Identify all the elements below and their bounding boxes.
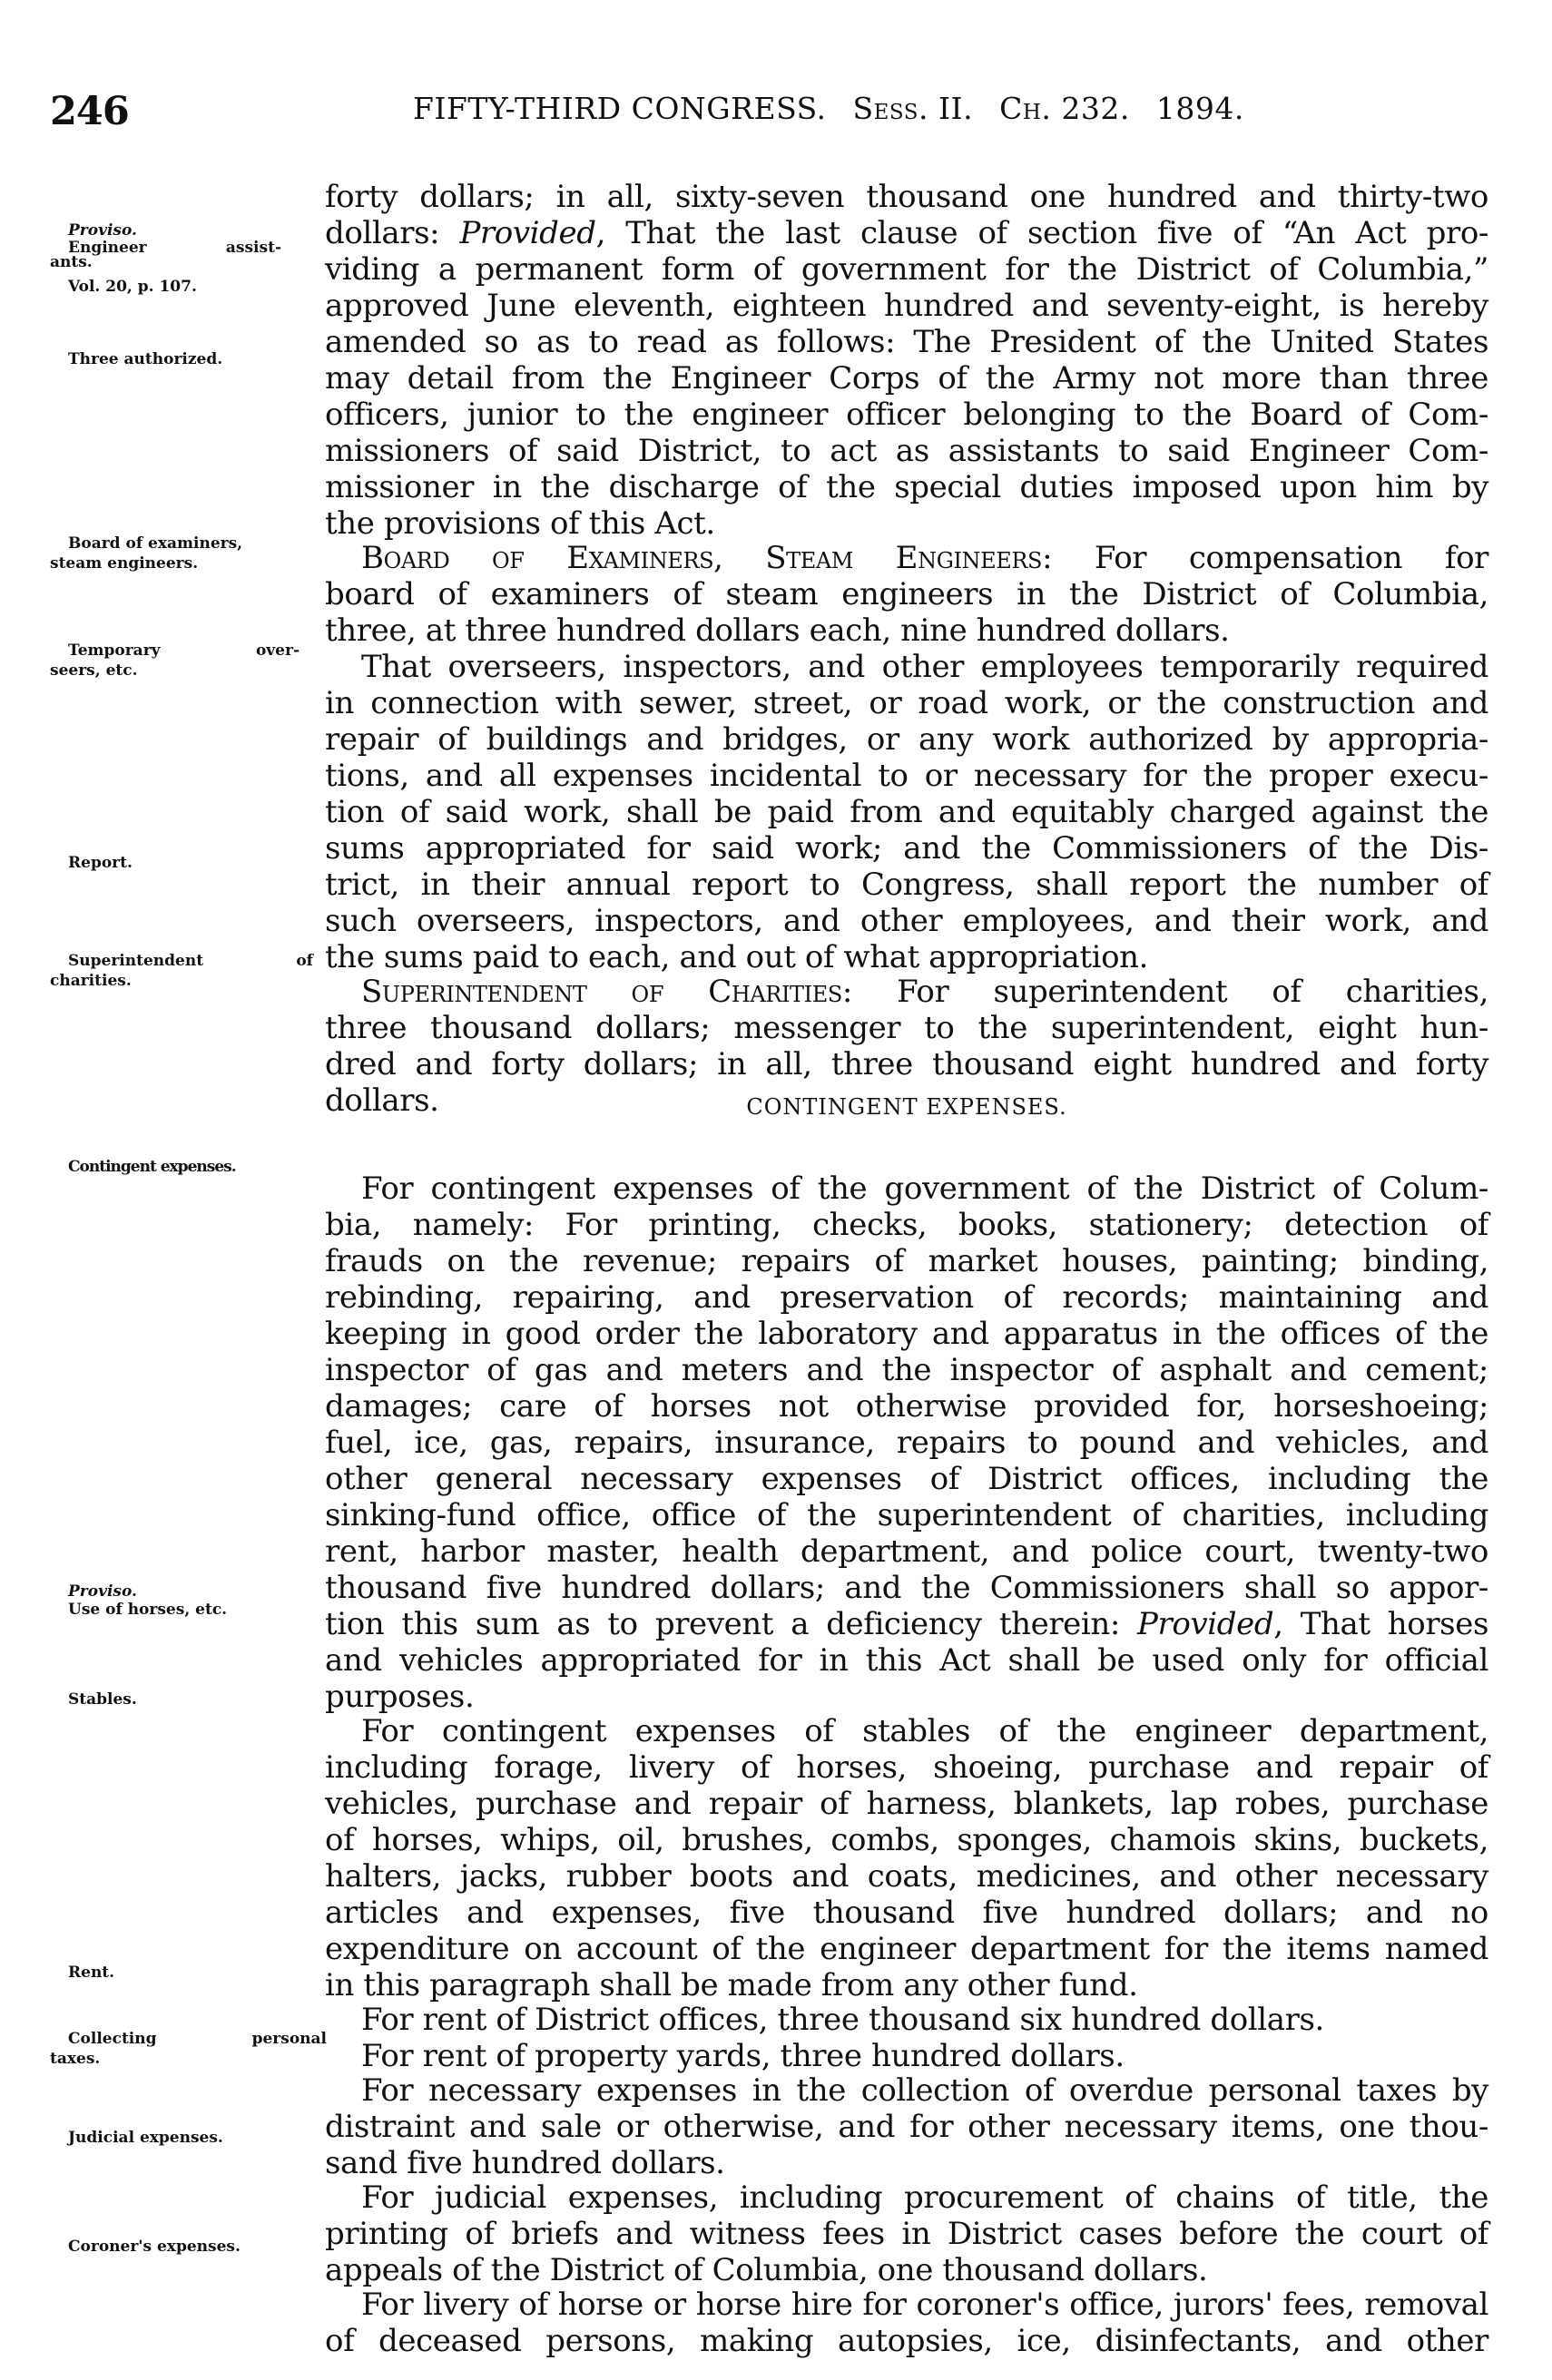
body-line: approved June eleventh, eighteen hundred and seventy-eight, is hereby xyxy=(325,288,1488,324)
body-line: expenditure on account of the engineer department for the items named xyxy=(325,1931,1488,1967)
margin-note-line: Stables. xyxy=(68,1690,137,1709)
italic-term: Provided xyxy=(1137,1606,1274,1642)
body-line: printing of briefs and witness fees in District cases before the court of xyxy=(325,2216,1488,2252)
body-line: purposes. xyxy=(325,1679,475,1715)
body-line: Superintendent of Charities: For superintendent of charities, xyxy=(361,974,1488,1010)
body-line: halters, jacks, rubber boots and coats, medicines, and other necessary xyxy=(325,1858,1488,1895)
year-label: 1894. xyxy=(1155,91,1244,126)
body-line: including forage, livery of horses, shoeing, purchase and repair of xyxy=(325,1749,1488,1786)
margin-note-proviso-2 xyxy=(50,1582,313,1601)
body-line: viding a permanent form of government for the District of Columbia,” xyxy=(325,251,1488,288)
body-line: keeping in good order the laboratory and apparatus in the offices of the xyxy=(325,1316,1488,1352)
body-line: three, at three hundred dollars each, nine hundred dollars. xyxy=(325,612,1230,649)
margin-note-line: taxes. xyxy=(50,2050,101,2068)
margin-note-line: ants. xyxy=(50,253,93,271)
margin-note-coroners-expenses xyxy=(50,2237,313,2257)
margin-note-line: Three authorized. xyxy=(68,350,223,368)
body-line: For livery of horse or horse hire for coroner's office, jurors' fees, removal xyxy=(361,2287,1488,2323)
running-head xyxy=(413,91,1261,126)
body-line: and vehicles appropriated for in this Act shall be used only for official xyxy=(325,1642,1488,1679)
body-line: repair of buildings and bridges, or any work authorized by appropria- xyxy=(325,721,1488,758)
body-line: board of examiners of steam engineers in the District of Columbia, xyxy=(325,576,1488,612)
margin-note-vol-ref xyxy=(50,277,313,297)
body-line: of deceased persons, making autopsies, ice, disinfectants, and other xyxy=(325,2323,1488,2359)
body-line: thousand five hundred dollars; and the Commissioners shall so appor- xyxy=(325,1570,1488,1606)
margin-note-board-examiners xyxy=(50,534,313,573)
margin-note-line: seers, etc. xyxy=(50,661,138,680)
body-line: other general necessary expenses of District offices, including the xyxy=(325,1461,1488,1497)
body-line: dollars: Provided, That the last clause of section five of “An Act pro- xyxy=(325,215,1488,251)
margin-note-superintendent-charities xyxy=(50,951,313,991)
margin-note-line: Proviso. xyxy=(68,1582,137,1601)
body-line: tions, and all expenses incidental to or necessary for the proper execu- xyxy=(325,758,1488,794)
section-caption: Board of Examiners, Steam Engineers xyxy=(361,540,1043,576)
margin-note-line: Temporary over- xyxy=(68,642,300,660)
margin-note-collecting-taxes xyxy=(50,2029,327,2069)
margin-note-judicial-expenses xyxy=(50,2128,313,2148)
margin-note-rent xyxy=(50,1963,313,1983)
margin-note-three-authorized xyxy=(50,349,313,369)
margin-note-line: Contingent expenses. xyxy=(68,1158,236,1176)
body-line: tion of said work, shall be paid from and equitably charged against the xyxy=(325,794,1488,830)
body-line: of horses, whips, oil, brushes, combs, sponges, chamois skins, buckets, xyxy=(325,1822,1488,1858)
body-line: the sums paid to each, and out of what appropriation. xyxy=(325,939,1149,975)
body-line: sums appropriated for said work; and the Commissioners of the Dis- xyxy=(325,830,1488,867)
body-line: dollars. xyxy=(325,1082,439,1119)
margin-note-stables xyxy=(50,1690,313,1709)
margin-note-line: Proviso. xyxy=(68,221,137,240)
body-line: forty dollars; in all, sixty-seven thousand one hundred and thirty-two xyxy=(325,179,1488,215)
body-line: For contingent expenses of the government of the District of Colum- xyxy=(361,1170,1488,1207)
section-heading: CONTINGENT EXPENSES. xyxy=(746,1094,1067,1120)
body-line: trict, in their annual report to Congress, shall report the number of xyxy=(325,867,1488,903)
body-line: For rent of District offices, three thousand six hundred dollars. xyxy=(361,2002,1324,2038)
margin-note-line: steam engineers. xyxy=(50,554,199,573)
margin-note-line: Judicial expenses. xyxy=(68,2129,223,2147)
body-line: such overseers, inspectors, and other employees, and their work, and xyxy=(325,903,1488,939)
body-line: For necessary expenses in the collection of overdue personal taxes by xyxy=(361,2072,1488,2109)
margin-note-use-of-horses xyxy=(50,1600,313,1620)
margin-note-line: Engineer assist- xyxy=(68,239,281,257)
body-line: frauds on the revenue; repairs of market houses, painting; binding, xyxy=(325,1243,1488,1279)
margin-note-engineer-assistants xyxy=(50,238,281,272)
margin-note-contingent-expenses xyxy=(50,1157,313,1177)
margin-note-line: Collecting personal xyxy=(68,2030,327,2048)
body-line: tion this sum as to prevent a deficiency therein: Provided, That horses xyxy=(325,1606,1488,1642)
body-line: bia, namely: For printing, checks, books, stationery; detection of xyxy=(325,1207,1488,1243)
body-line: appeals of the District of Columbia, one thousand dollars. xyxy=(325,2252,1208,2288)
margin-note-line: Use of horses, etc. xyxy=(68,1601,228,1619)
margin-note-line: Coroner's expenses. xyxy=(68,2238,241,2256)
margin-note-temporary-overseers xyxy=(50,641,300,681)
body-line: in this paragraph shall be made from any other fund. xyxy=(325,1967,1138,2003)
margin-note-report xyxy=(50,853,313,873)
body-line: articles and expenses, five thousand five hundred dollars; and no xyxy=(325,1895,1488,1931)
body-line: vehicles, purchase and repair of harness, blankets, lap robes, purchase xyxy=(325,1786,1488,1822)
body-line: rent, harbor master, health department, and police court, twenty-two xyxy=(325,1533,1488,1570)
body-line: inspector of gas and meters and the inspector of asphalt and cement; xyxy=(325,1352,1488,1388)
margin-note-line: Superintendent of xyxy=(68,952,313,970)
session-label: Sess. II. xyxy=(852,91,974,126)
body-line: fuel, ice, gas, repairs, insurance, repairs to pound and vehicles, and xyxy=(325,1425,1488,1461)
body-line: For judicial expenses, including procurement of chains of title, the xyxy=(361,2179,1488,2216)
body-line: dred and forty dollars; in all, three thousand eight hundred and forty xyxy=(325,1046,1488,1082)
chapter-label: Ch. 232. xyxy=(999,91,1130,126)
body-line: officers, junior to the engineer officer belonging to the Board of Com- xyxy=(325,397,1488,433)
page-number: 246 xyxy=(50,89,129,134)
body-line: damages; care of horses not otherwise provided for, horseshoeing; xyxy=(325,1388,1488,1425)
body-line: That overseers, inspectors, and other employees temporarily required xyxy=(361,649,1488,685)
body-line: For contingent expenses of stables of the engineer department, xyxy=(361,1713,1488,1749)
congress-title: FIFTY-THIRD CONGRESS. xyxy=(413,91,827,126)
body-line: in connection with sewer, street, or road work, or the construction and xyxy=(325,685,1488,721)
body-line: missioner in the discharge of the special duties imposed upon him by xyxy=(325,469,1488,505)
margin-note-line: Board of examiners, xyxy=(68,534,243,553)
margin-note-line: Report. xyxy=(68,854,133,872)
body-line: sinking-fund office, office of the superintendent of charities, including xyxy=(325,1497,1488,1533)
body-line: amended so as to read as follows: The President of the United States xyxy=(325,324,1488,360)
body-line: may detail from the Engineer Corps of the Army not more than three xyxy=(325,360,1488,397)
body-line: rebinding, repairing, and preservation of records; maintaining and xyxy=(325,1279,1488,1316)
margin-note-line: Vol. 20, p. 107. xyxy=(68,278,197,296)
section-caption: Superintendent of Charities xyxy=(361,974,842,1010)
body-line: distraint and sale or otherwise, and for other necessary items, one thou- xyxy=(325,2109,1488,2145)
body-line: the provisions of this Act. xyxy=(325,505,715,542)
body-line: sand five hundred dollars. xyxy=(325,2145,725,2181)
italic-term: Provided xyxy=(459,215,596,251)
body-line: For rent of property yards, three hundred dollars. xyxy=(361,2038,1125,2074)
body-line: missioners of said District, to act as assistants to said Engineer Com- xyxy=(325,433,1488,469)
margin-note-line: charities. xyxy=(50,972,132,990)
body-line: three thousand dollars; messenger to the superintendent, eight hun- xyxy=(325,1010,1488,1046)
body-line: Board of Examiners, Steam Engineers: For compensation for xyxy=(361,540,1488,576)
margin-note-line: Rent. xyxy=(68,1964,115,1982)
